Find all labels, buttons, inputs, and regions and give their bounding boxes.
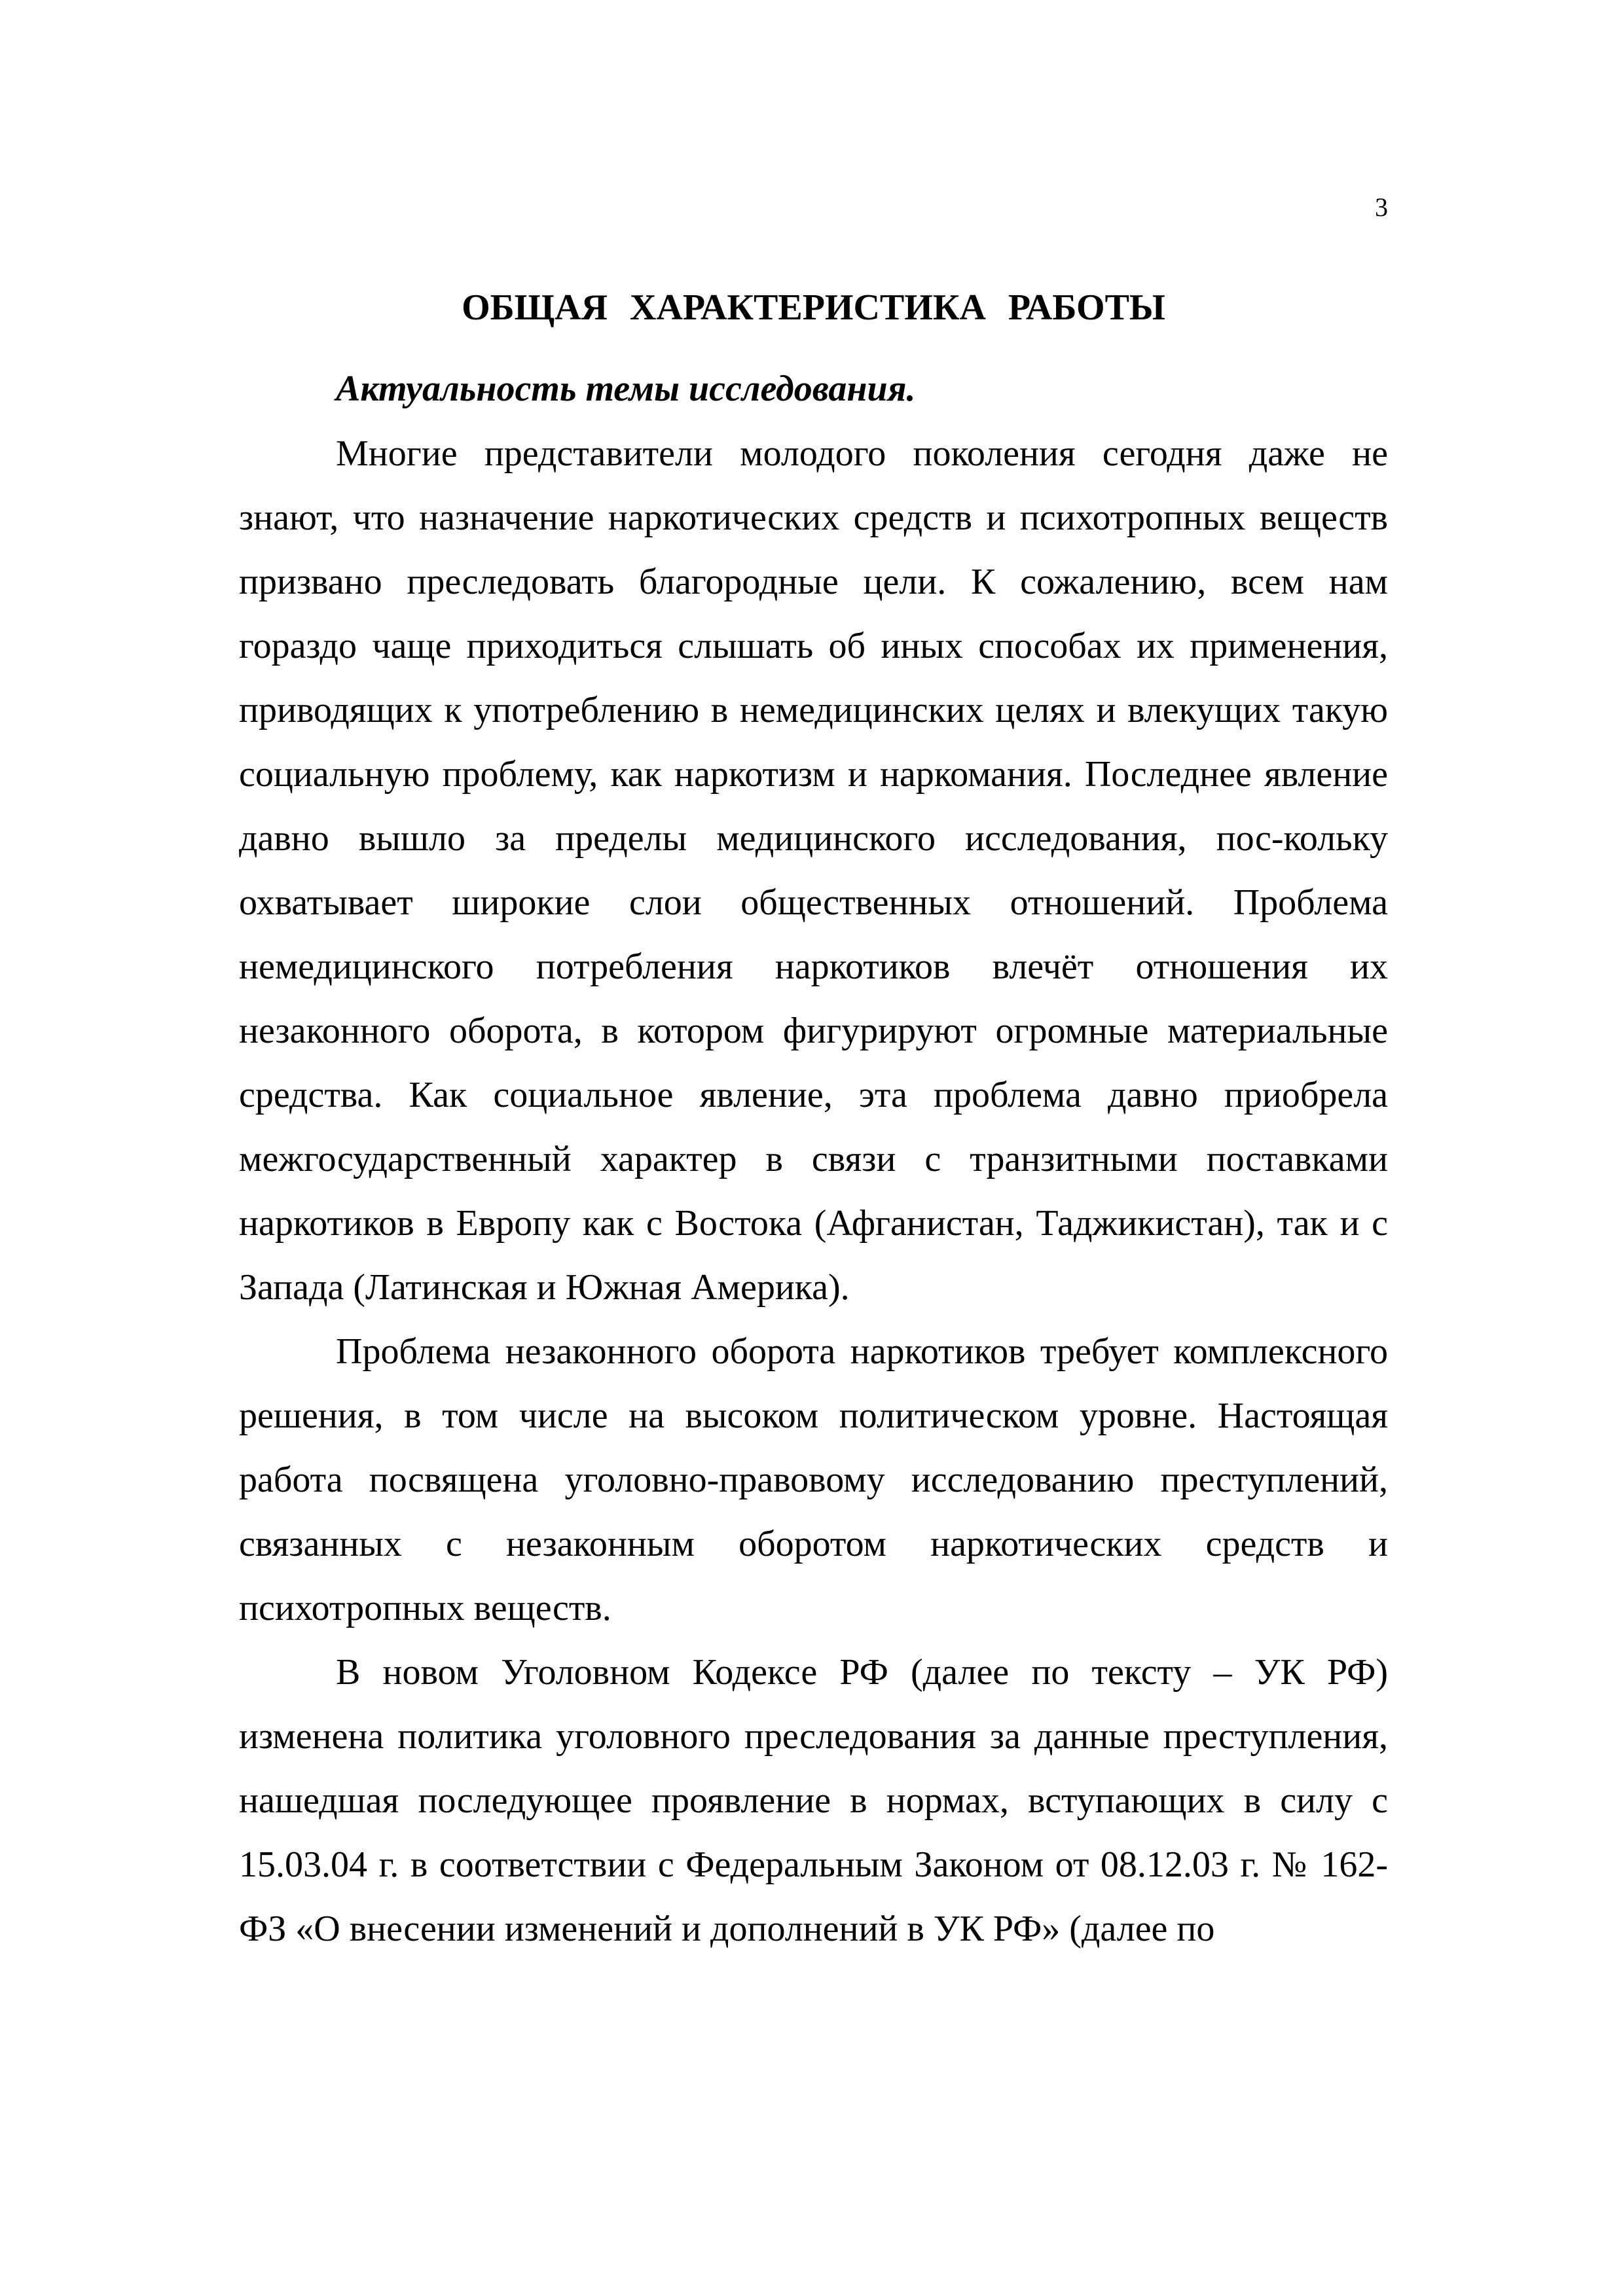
- document-body: [239, 281, 1388, 1961]
- section-subheading: Актуальность темы исследования.: [336, 368, 916, 409]
- document-heading: ОБЩАЯ ХАРАКТЕРИСТИКА РАБОТЫ: [462, 287, 1165, 328]
- paragraph-1: Многие представители молодого поколения сегодня даже не знают, что назначение наркотических средств и психотропных веществ призвано преследовать благородные цели. К сожалению, всем нам гораздо чаще приходиться слышать об иных способах их применения, приводящих к употреблению в немедицинских целях и влекущих такую социальную проблему, как наркотизм и наркомания. Последнее явление давно вышло за пределы медицинского исследования, пос-кольку охватывает широкие слои общественных отношений. Проблема немедицинского потребления наркотиков влечёт отношения их незаконного оборота, в котором фигурируют огромные материальные средства. Как социальное явление, эта проблема давно приобрела межгосударственный характер в связи с транзитными поставками наркотиков в Европу как с Востока (Афганистан, Таджикистан), так и с Запада (Латинская и Южная Америка).: [239, 433, 1388, 1308]
- paragraph-3: В новом Уголовном Кодексе РФ (далее по тексту – УК РФ) изменена политика уголовного преследования за данные преступления, нашедшая последующее проявление в нормах, вступающих в силу с 15.03.04 г. в соответствии с Федеральным Законом от 08.12.03 г. № 162-ФЗ «О внесении изменений и дополнений в УК РФ» (далее по: [239, 1652, 1388, 1949]
- page-number: 3: [1375, 192, 1388, 222]
- paragraph-2: Проблема незаконного оборота наркотиков требует комплексного решения, в том числе на высоком политическом уровне. Настоящая работа посвящена уголовно-правовому исследованию преступлений, связанных с незаконным оборотом наркотических средств и психотропных веществ.: [239, 1331, 1388, 1628]
